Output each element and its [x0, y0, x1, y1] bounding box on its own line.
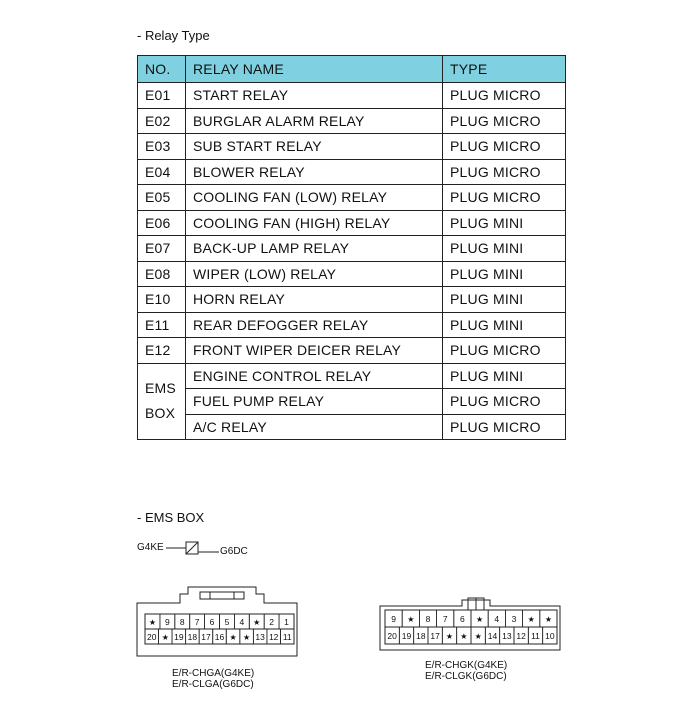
- cell-type: PLUG MICRO: [443, 338, 566, 364]
- cell-name: BACK-UP LAMP RELAY: [186, 236, 443, 262]
- cell-name: ENGINE CONTROL RELAY: [186, 363, 443, 389]
- col-header-relay-name: RELAY NAME: [186, 56, 443, 83]
- section-title-relay-type: - Relay Type: [137, 28, 210, 43]
- connector-a-top-pin-label: 2: [269, 617, 275, 627]
- cell-name: FUEL PUMP RELAY: [186, 389, 443, 415]
- legend-symbol-icon: [166, 542, 219, 554]
- col-header-type: TYPE: [443, 56, 566, 83]
- cell-type: PLUG MINI: [443, 287, 566, 313]
- connector-b-top-pin-label: 7: [442, 614, 448, 624]
- connector-b-bottom-pin-label: 17: [430, 631, 440, 641]
- connector-b-label-line1: E/R-CHGK(G4KE): [425, 660, 508, 671]
- connector-a-bottom-pin-label: ★: [161, 633, 169, 642]
- connector-b-label-line2: E/R-CLGK(G6DC): [425, 671, 507, 682]
- cell-type: PLUG MICRO: [443, 185, 566, 211]
- connector-a-top-pin-label: ★: [253, 618, 261, 627]
- connector-a-top-pin-label: ★: [148, 618, 157, 627]
- cell-type: PLUG MICRO: [443, 389, 566, 415]
- connector-b-top-pin-label: 8: [425, 614, 431, 624]
- cell-no: E11: [138, 312, 186, 338]
- cell-name: HORN RELAY: [186, 287, 443, 313]
- cell-type: PLUG MICRO: [443, 108, 566, 134]
- cell-no: E05: [138, 185, 186, 211]
- cell-type: PLUG MINI: [443, 261, 566, 287]
- connector-a-top-pin-label: 7: [194, 617, 200, 627]
- cell-type: PLUG MICRO: [443, 83, 566, 109]
- cell-name: COOLING FAN (LOW) RELAY: [186, 185, 443, 211]
- connector-b-bottom-pin-label: 20: [387, 631, 397, 641]
- cell-type: PLUG MINI: [443, 210, 566, 236]
- connector-a-bottom-pin-label: 13: [255, 632, 265, 642]
- connector-b-top-pin-label: ★: [544, 615, 552, 624]
- connector-b-top-pin-label: 9: [391, 614, 396, 624]
- connector-b-bottom-pin-label: 12: [516, 631, 526, 641]
- connector-b-bottom-pin-label: 11: [531, 631, 540, 641]
- connector-b-label: [425, 660, 507, 682]
- cell-type: PLUG MICRO: [443, 414, 566, 440]
- section-title-ems-box: - EMS BOX: [137, 510, 205, 525]
- connector-a-top-pin-label: 8: [179, 617, 185, 627]
- connector-b-top-pin-label: ★: [476, 615, 484, 624]
- ems-line1: EMS: [145, 380, 176, 397]
- legend-left-label: G4KE: [137, 542, 164, 553]
- connector-b-bottom-pin-label: ★: [445, 632, 454, 641]
- connector-a-label: [172, 668, 254, 690]
- connector-b-top-pin-label: ★: [527, 615, 535, 624]
- cell-no: E02: [138, 108, 186, 134]
- cell-name: A/C RELAY: [186, 414, 443, 440]
- cell-name: FRONT WIPER DEICER RELAY: [186, 338, 443, 364]
- cell-name: SUB START RELAY: [186, 134, 443, 160]
- cell-no: E12: [138, 338, 186, 364]
- cell-name: START RELAY: [186, 83, 443, 109]
- connector-b-bottom-pin-label: 19: [401, 631, 412, 641]
- connector-b-top-pin-label: 4: [494, 614, 500, 624]
- ems-line2: BOX: [145, 405, 176, 422]
- connector-b-bottom-pin-label: 13: [502, 631, 512, 641]
- cell-no: E07: [138, 236, 186, 262]
- connector-a-bottom-pin-label: 17: [201, 632, 211, 642]
- cell-type: PLUG MICRO: [443, 159, 566, 185]
- connector-a-label-line1: E/R-CHGA(G4KE): [172, 668, 255, 679]
- connector-a-bottom-pin-label: 16: [214, 632, 225, 642]
- connector-a-label-line2: E/R-CLGA(G6DC): [172, 679, 254, 690]
- cell-type: PLUG MINI: [443, 236, 566, 262]
- cell-name: BURGLAR ALARM RELAY: [186, 108, 443, 134]
- col-header-no: NO.: [138, 56, 186, 83]
- connector-b-top-pin-label: 6: [460, 614, 465, 624]
- connector-b-bottom-pin-label: ★: [474, 632, 482, 641]
- connector-a-bottom-pin-label: 18: [187, 632, 198, 642]
- cell-name: REAR DEFOGGER RELAY: [186, 312, 443, 338]
- cell-no: E03: [138, 134, 186, 160]
- connector-a-top-pin-label: 5: [224, 617, 230, 627]
- connector-b-bottom-pin-label: 18: [416, 631, 426, 641]
- connector-b-bottom-pin-label: 14: [487, 631, 498, 641]
- cell-no: E01: [138, 83, 186, 109]
- connector-b-bottom-pin-label: 10: [545, 631, 555, 641]
- connector-a-bottom-pin-label: 19: [174, 632, 184, 642]
- connector-a-bottom-pin-label: ★: [229, 633, 237, 642]
- connector-a-top-pin-label: 4: [239, 617, 245, 627]
- cell-name: BLOWER RELAY: [186, 159, 443, 185]
- connector-a-top-pin-label: 1: [284, 617, 289, 627]
- cell-type: PLUG MICRO: [443, 134, 566, 160]
- cell-no: E04: [138, 159, 186, 185]
- connector-a-bottom-pin-label: 11: [282, 632, 292, 642]
- connector-a-bottom-pin-label: 12: [268, 632, 279, 642]
- cell-name: COOLING FAN (HIGH) RELAY: [186, 210, 443, 236]
- cell-type: PLUG MINI: [443, 363, 566, 389]
- connector-a-top-pin-label: 6: [209, 617, 215, 627]
- cell-name: WIPER (LOW) RELAY: [186, 261, 443, 287]
- cell-no: E10: [138, 287, 186, 313]
- connector-b-top-pin-label: ★: [407, 615, 415, 624]
- connector-b-housing: [380, 598, 560, 650]
- cell-no: E06: [138, 210, 186, 236]
- connector-a-bottom-pin-label: ★: [243, 633, 251, 642]
- cell-type: PLUG MINI: [443, 312, 566, 338]
- connector-b-top-pin-label: 3: [511, 614, 517, 624]
- connector-b-bottom-pin-label: ★: [460, 632, 468, 641]
- connector-a-cells: [145, 614, 294, 644]
- connector-a-bottom-pin-label: 20: [147, 632, 157, 642]
- cell-no: E08: [138, 261, 186, 287]
- legend-right-label: G6DC: [220, 546, 248, 557]
- connector-a-top-pin-label: 9: [164, 617, 170, 627]
- connector-b-cells: [385, 610, 557, 644]
